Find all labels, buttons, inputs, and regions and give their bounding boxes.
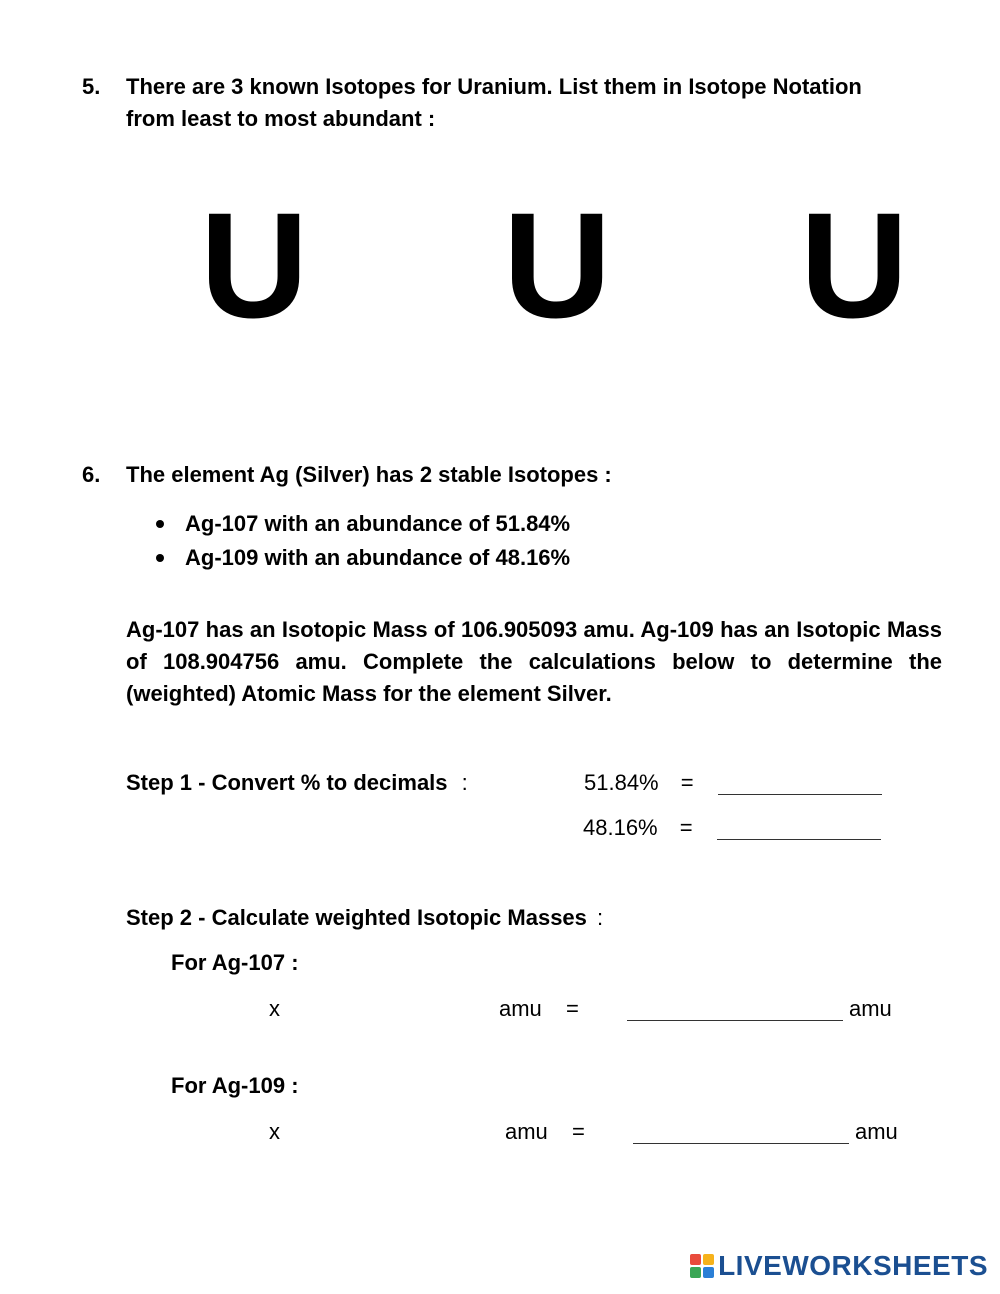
logo-mark-icon: [690, 1254, 714, 1278]
list-item: [156, 541, 570, 575]
ag107-times: x: [269, 996, 280, 1021]
liveworksheets-logo[interactable]: [690, 1250, 988, 1282]
step-2-label: [126, 905, 603, 931]
equals-sign: =: [680, 770, 694, 795]
bullet-icon: [156, 520, 164, 528]
uranium-symbol-2[interactable]: U: [503, 181, 612, 349]
question-5-text: [126, 71, 946, 135]
bullet-icon: [156, 554, 164, 562]
isotope-list: [156, 507, 570, 575]
step-2-colon: :: [597, 905, 604, 930]
isotopic-mass-paragraph: Ag-107 has an Isotopic Mass of 106.905093 amu. Ag-109 has an Isotopic Mass of 108.904756 amu. Complete the calculations below to determine the (weighted) Atomic Mass for the element Silver.: [126, 617, 942, 706]
ag109-weighted-mass-input[interactable]: [633, 1119, 849, 1144]
logo-text: LIVEWORKSHEETS: [718, 1250, 988, 1281]
ag109-equals: =: [572, 1119, 585, 1144]
ag107-equals: =: [566, 996, 579, 1021]
percent-51-84: 51.84%: [584, 770, 659, 795]
logo-square-3: [690, 1267, 701, 1278]
question-5-number: 5.: [82, 74, 101, 99]
logo-square-2: [703, 1254, 714, 1265]
uranium-symbol-3[interactable]: U: [800, 181, 909, 349]
decimal-answer-1-input[interactable]: [718, 772, 882, 795]
step-2-title: Step 2 - Calculate weighted Isotopic Masses: [126, 905, 587, 930]
isotope-ag107-abundance: Ag-107 with an abundance of 51.84%: [185, 511, 571, 536]
ag107-amu-unit: amu: [499, 996, 542, 1021]
ag109-times: x: [269, 1119, 280, 1144]
isotope-ag109-abundance: Ag-109 with an abundance of 48.16%: [185, 545, 571, 570]
list-item: [156, 507, 570, 541]
step-1-row-1: [584, 770, 882, 796]
ag109-result-unit: amu: [855, 1119, 898, 1144]
ag109-heading: For Ag-109 :: [171, 1073, 299, 1098]
logo-square-4: [703, 1267, 714, 1278]
ag107-result-unit: amu: [849, 996, 892, 1021]
question-6-intro: The element Ag (Silver) has 2 stable Isotopes :: [126, 462, 612, 487]
equals-sign: =: [679, 815, 693, 840]
step-1-colon: :: [461, 770, 468, 795]
logo-square-1: [690, 1254, 701, 1265]
step-1-label: [126, 770, 468, 796]
question-6-number: 6.: [82, 462, 101, 487]
question-5-line-2: from least to most abundant :: [126, 106, 436, 131]
percent-48-16: 48.16%: [583, 815, 658, 840]
decimal-answer-2-input[interactable]: [717, 817, 881, 840]
question-5-line-1: There are 3 known Isotopes for Uranium. List them in Isotope Notation: [126, 74, 862, 99]
step-1-title: Step 1 - Convert % to decimals: [126, 770, 448, 795]
ag107-weighted-mass-input[interactable]: [627, 996, 843, 1021]
uranium-symbol-1[interactable]: U: [200, 181, 309, 349]
ag107-heading: For Ag-107 :: [171, 950, 299, 975]
step-1-row-2: [583, 815, 881, 841]
ag109-amu-unit: amu: [505, 1119, 548, 1144]
